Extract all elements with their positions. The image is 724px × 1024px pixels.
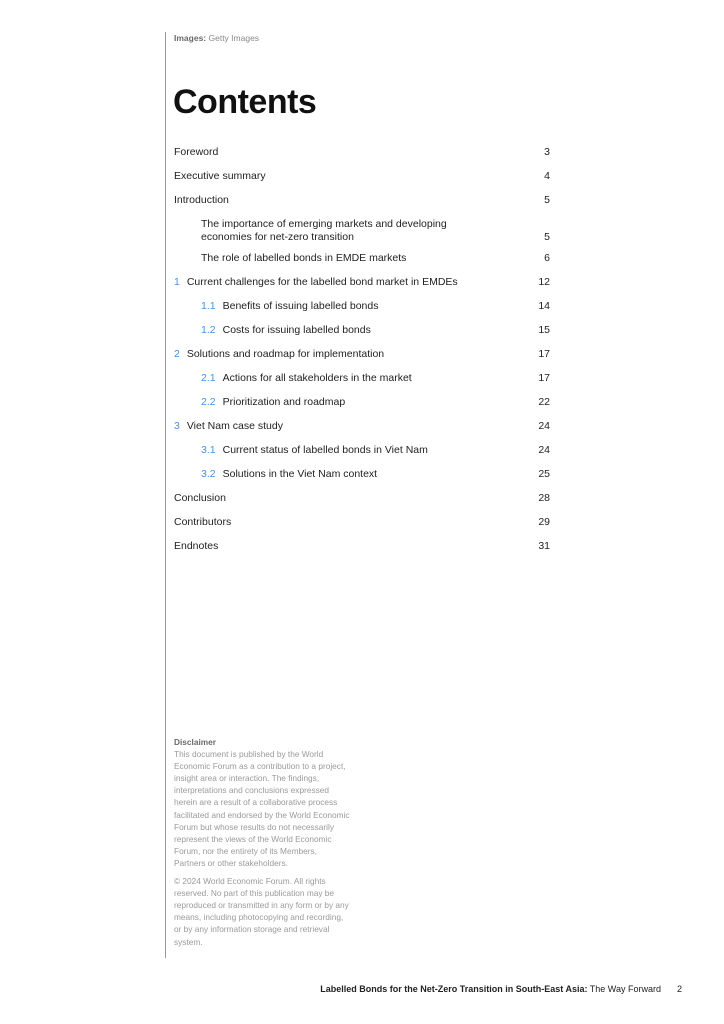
toc-entry-page: 14 xyxy=(538,300,550,312)
image-credit xyxy=(174,33,259,43)
toc-entry-number: 3.1 xyxy=(201,444,216,456)
toc-entry-number: 2.1 xyxy=(201,372,216,384)
toc-entry-number: 1 xyxy=(174,276,180,288)
disclaimer xyxy=(174,736,350,954)
toc-entry-page: 24 xyxy=(538,420,550,432)
toc-entry-label: Costs for issuing labelled bonds xyxy=(222,324,371,336)
toc-entry-label: Foreword xyxy=(174,146,219,158)
toc-entry-page: 31 xyxy=(538,540,550,552)
toc-entry-number: 2.2 xyxy=(201,396,216,408)
toc-entry-page: 24 xyxy=(538,444,550,456)
toc-entry[interactable] xyxy=(174,218,550,244)
toc-entry-label: Actions for all stakeholders in the market xyxy=(222,372,412,384)
toc-entry[interactable] xyxy=(174,396,550,409)
toc-entry-page: 17 xyxy=(538,348,550,360)
toc-entry[interactable] xyxy=(174,146,550,159)
margin-rule xyxy=(165,32,166,958)
toc-entry[interactable] xyxy=(174,516,550,529)
toc-entry-page: 3 xyxy=(544,146,550,158)
copyright-text: © 2024 World Economic Forum. All rights reserved. No part of this publication may be reproduced or transmitted in any form or by any means, including photocopying and recording, or by any information storage and retrieval system. xyxy=(174,876,349,947)
toc-entry-page: 5 xyxy=(544,231,550,243)
toc-entry-text xyxy=(201,444,550,457)
image-credit-value: Getty Images xyxy=(208,33,260,43)
toc-entry-label: Endnotes xyxy=(174,540,219,552)
toc-entry-page: 22 xyxy=(538,396,550,408)
toc-entry-page: 29 xyxy=(538,516,550,528)
toc-entry[interactable] xyxy=(174,194,550,207)
image-credit-label: Images: xyxy=(174,33,207,43)
toc-entry-label: Introduction xyxy=(174,194,229,206)
toc-entry-label: Current challenges for the labelled bond market in EMDEs xyxy=(186,276,458,288)
toc-entry[interactable] xyxy=(174,252,550,265)
toc-entry-text xyxy=(201,252,550,265)
toc-entry-text xyxy=(201,372,550,385)
toc-entry-text xyxy=(174,170,550,183)
toc-entry-page: 12 xyxy=(538,276,550,288)
toc-entry[interactable] xyxy=(174,468,550,481)
toc-entry-label: Current status of labelled bonds in Viet Nam xyxy=(222,444,428,456)
toc-entry-label: Viet Nam case study xyxy=(186,420,283,432)
toc-entry-number: 2 xyxy=(174,348,180,360)
toc-entry-page: 28 xyxy=(538,492,550,504)
footer-page-number: 2 xyxy=(676,984,682,994)
toc-entry[interactable] xyxy=(174,492,550,505)
toc-entry-number: 3.2 xyxy=(201,468,216,480)
page-footer xyxy=(320,984,682,994)
toc-entry-label: Contributors xyxy=(174,516,232,528)
toc-entry[interactable] xyxy=(174,170,550,183)
toc-entry-label: Benefits of issuing labelled bonds xyxy=(222,300,379,312)
table-of-contents xyxy=(174,146,550,553)
toc-entry-number: 3 xyxy=(174,420,180,432)
toc-entry-text xyxy=(201,324,550,337)
disclaimer-text: This document is published by the World Economic Forum as a contribution to a project, insight area or interaction. The findings, interpretations and conclusions expressed herein are a result of a collaborative process facilitated and endorsed by the World Economic Forum but whose results do not necessarily represent the views of the World Economic Forum, nor the entirety of its Members, Partners or other stakeholders. xyxy=(174,749,350,868)
footer-title-rest: The Way Forward xyxy=(587,984,661,994)
toc-entry-text xyxy=(174,146,550,159)
toc-entry[interactable] xyxy=(174,300,550,313)
toc-entry-text xyxy=(174,276,550,289)
toc-entry-label: The role of labelled bonds in EMDE markets xyxy=(201,252,407,264)
page-title: Contents xyxy=(173,83,317,121)
toc-entry-text xyxy=(174,194,550,207)
toc-entry-page: 6 xyxy=(544,252,550,264)
toc-entry[interactable] xyxy=(174,276,550,289)
toc-entry-text xyxy=(174,420,550,433)
toc-entry-label: Executive summary xyxy=(174,170,266,182)
toc-entry-label: Solutions and roadmap for implementation xyxy=(186,348,385,360)
toc-entry-text xyxy=(174,516,550,529)
toc-entry-page: 17 xyxy=(538,372,550,384)
toc-entry-text xyxy=(174,540,550,553)
toc-entry-text xyxy=(201,396,550,409)
toc-entry-number: 1.2 xyxy=(201,324,216,336)
toc-entry-label: Solutions in the Viet Nam context xyxy=(222,468,378,480)
disclaimer-heading: Disclaimer xyxy=(174,737,216,747)
footer-title-bold: Labelled Bonds for the Net-Zero Transition in South-East Asia: xyxy=(320,984,588,994)
toc-entry[interactable] xyxy=(174,444,550,457)
toc-entry-text xyxy=(201,300,550,313)
toc-entry-number: 1.1 xyxy=(201,300,216,312)
toc-entry-page: 4 xyxy=(544,170,550,182)
toc-entry-text xyxy=(174,348,550,361)
toc-entry-page: 15 xyxy=(538,324,550,336)
toc-entry-page: 25 xyxy=(538,468,550,480)
toc-entry-text xyxy=(174,492,550,505)
toc-entry-text xyxy=(201,468,550,481)
toc-entry-label: Conclusion xyxy=(174,492,226,504)
toc-entry[interactable] xyxy=(174,540,550,553)
toc-entry[interactable] xyxy=(174,348,550,361)
toc-entry[interactable] xyxy=(174,420,550,433)
toc-entry-label: The importance of emerging markets and developing economies for net-zero transition xyxy=(201,218,447,243)
toc-entry-page: 5 xyxy=(544,194,550,206)
toc-entry-text xyxy=(201,218,506,244)
toc-entry[interactable] xyxy=(174,372,550,385)
toc-entry[interactable] xyxy=(174,324,550,337)
toc-entry-label: Prioritization and roadmap xyxy=(222,396,346,408)
